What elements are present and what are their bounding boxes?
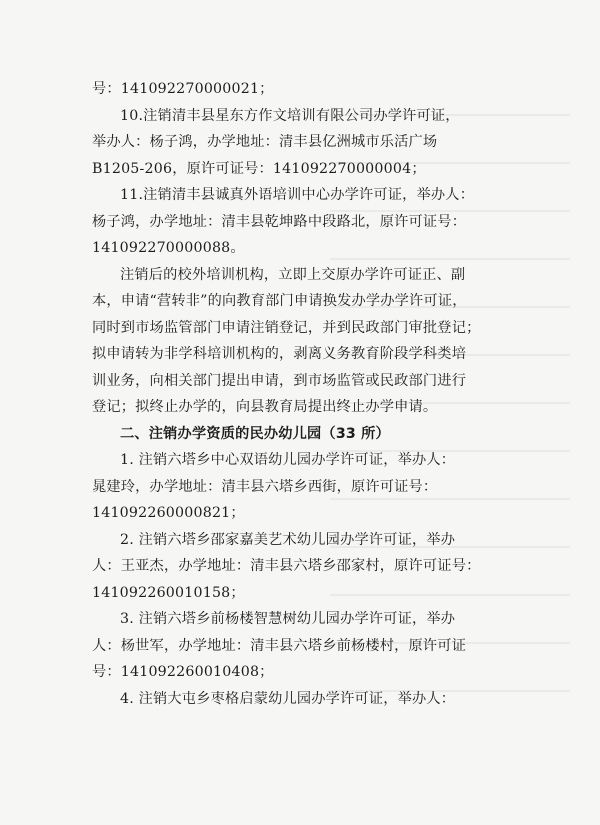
text-line: B1205-206，原许可证号：141092270000004； <box>92 160 426 177</box>
text-line: 141092260000821； <box>92 505 245 521</box>
text-line: 拟申请转为非学科培训机构的，剥离义务教育阶段学科类培 <box>92 346 467 362</box>
closing-paragraph <box>92 262 512 421</box>
document-body <box>92 76 512 712</box>
kindergarten-item-2 <box>92 527 512 607</box>
item-11 <box>92 182 512 262</box>
text-line: 141092260010158； <box>92 584 245 601</box>
text-line: 141092270000088。 <box>92 240 245 256</box>
text-line: 人：王亚杰，办学地址：清丰县六塔乡邵家村，原许可证号： <box>92 558 481 574</box>
text-line: 人：杨世军，办学地址：清丰县六塔乡前杨楼村，原许可证 <box>92 637 467 654</box>
text-line: 号：141092270000021； <box>92 81 274 97</box>
section-heading <box>92 421 512 448</box>
text-line: 号：141092260010408； <box>92 664 274 680</box>
text-line: 同时到市场监管部门申请注销登记，并到民政部门审批登记； <box>92 319 481 336</box>
text-line: 登记；拟终止办学的，向县教育局提出终止办学申请。 <box>92 399 438 415</box>
item-9-tail <box>92 76 512 103</box>
kindergarten-item-4 <box>92 686 512 713</box>
text-line: 本，申请“营转非”的向教育部门申请换发办学办学许可证， <box>92 293 467 309</box>
text-line: 训业务，向相关部门提出申请，到市场监管或民政部门进行 <box>92 372 467 389</box>
text-line: 注销后的校外培训机构，立即上交原办学许可证正、副 <box>120 266 466 283</box>
text-line: 10.注销清丰县星东方作文培训有限公司办学许可证， <box>120 107 460 124</box>
text-line: 晁建玲，办学地址：清丰县六塔乡西街，原许可证号： <box>92 478 438 495</box>
text-line: 举办人：杨子鸿，办学地址：清丰县亿洲城市乐活广场 <box>92 134 438 150</box>
kindergarten-item-3 <box>92 606 512 686</box>
text-line: 杨子鸿，办学地址：清丰县乾坤路中段路北，原许可证号： <box>92 213 467 230</box>
text-line: 2. 注销六塔乡邵家嘉美艺术幼儿园办学许可证，举办 <box>120 531 456 548</box>
section-title: 二、注销办学资质的民办幼儿园（33 所） <box>120 425 390 442</box>
text-line: 4. 注销大屯乡枣格启蒙幼儿园办学许可证，举办人： <box>120 690 456 707</box>
text-line: 1. 注销六塔乡中心双语幼儿园办学许可证，举办人： <box>120 452 456 468</box>
item-10 <box>92 103 512 183</box>
kindergarten-item-1 <box>92 447 512 527</box>
text-line: 11.注销清丰县诚真外语培训中心办学许可证，举办人： <box>120 187 475 203</box>
text-line: 3. 注销六塔乡前杨楼智慧树幼儿园办学许可证，举办 <box>120 611 456 627</box>
